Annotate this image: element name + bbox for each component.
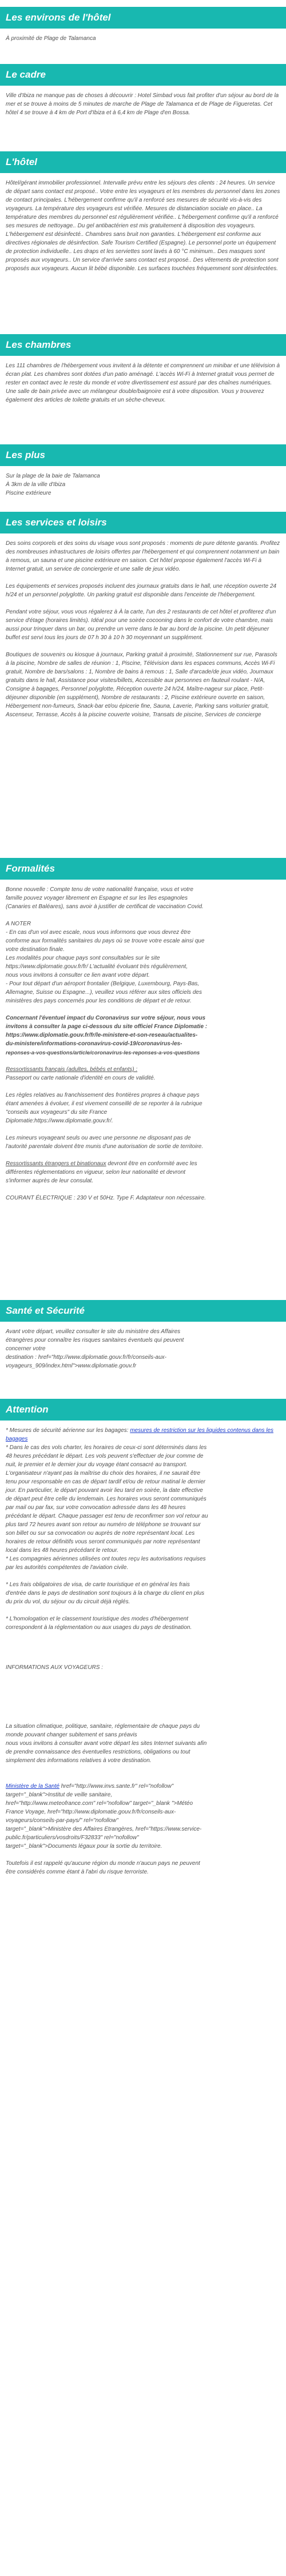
ressortissants-etr-line: différentes réglementations en vigueur, selon leur nationalité et devront (6, 1169, 186, 1175)
regles-line: "conseils aux voyageurs" du site France (6, 1109, 108, 1116)
section-body-plus (0, 466, 286, 512)
attention-line: son billet ou sur sa convocation ou auprès de notre représentant local. Les (6, 1530, 195, 1536)
avoter-line: - Pour tout départ d'un aéroport frontalier (Belgique, Luxembourg, Pays-Bas, (6, 981, 200, 987)
situation-line: monde pouvant changer subitement et sans préavis (6, 1732, 137, 1738)
avoter-line: nous vous invitons à consulter ce lien avant votre départ. (6, 972, 150, 978)
avoter-line: Allemagne, Suisse ou Espagne...), veuillez vous référer aux sites officiels des (6, 989, 202, 996)
section-header-formalites: Formalités (0, 858, 286, 880)
attention-line: * Les compagnies aériennes utilisées ont toutes reçu les autorisations requises (6, 1556, 206, 1562)
attention-line: par mail ou par fax, sur votre convocation adressée dans les 48 heures (6, 1504, 186, 1511)
exclus-line: du prix du vol, du séjour ou du circuit déjà réglés. (6, 1599, 130, 1605)
attention-line: horaires de retour définitifs vous seront communiqués par notre représentant (6, 1539, 200, 1545)
ressortissants-etr-title: Ressortissants étrangers et binationaux (6, 1161, 106, 1167)
sante-line: concerner votre (6, 1346, 46, 1352)
regles-line: étant amenées à évoluer, il est vivement conseillé de se reporter à la rubrique (6, 1101, 202, 1107)
section-header-environs: Les environs de l'hôtel (0, 7, 286, 29)
informations-title: INFORMATIONS AUX VOYAGEURS : (6, 1664, 104, 1671)
cadre-text: Ville d'Ibiza ne manque pas de choses à découvrir : Hotel Simbad vous fait profiter d'un séjour au bord de la mer et se trouve à moins de 5 minutes de marche de Plage de Talamanca et de Plage de Figueretas. Cet hôtel 4 se trouve à 4 km de Port d'Ibiza et à 6,4 km de Plage d'en Bossa. (6, 93, 279, 116)
section-body-attention (0, 1421, 286, 2020)
section-body-sante (0, 1322, 286, 1399)
section-header-hotel: L'hôtel (0, 151, 286, 173)
section-body-environs (0, 29, 286, 64)
situation-line: simplement des informations relatives à votre destination. (6, 1758, 152, 1764)
situation-line: de prendre connaissance des éventuelles restrictions, obligations ou tout (6, 1749, 190, 1755)
plus-line: Sur la plage de la baie de Talamanca (6, 473, 100, 479)
concernant-line: Concernant l'éventuel impact du Coronavirus sur votre séjour, nous vous (6, 1015, 206, 1021)
environs-text: À proximité de Plage de Talamanca (6, 35, 96, 42)
attention-line: plus tard 72 heures avant son retour au numéro de téléphone se trouvant sur (6, 1522, 201, 1528)
section-header-attention: Attention (0, 1399, 286, 1421)
mineurs-line: l'autorité parentale doivent être munis d'une autorisation de sortie de territoire. (6, 1143, 204, 1150)
ministere-line: voyageurs/conseils-par-pays/" rel="nofollow" (6, 1817, 118, 1824)
section-header-sante: Santé et Sécurité (0, 1300, 286, 1322)
services-paragraph: Pendant votre séjour, vous vous régalerez à À la carte, l'un des 2 restaurants de cet hôtel et profiterez d'un service d'étage (horaires limités). Idéal pour une soirée cocooning dans le confort de votre chambre, mais aussi pour trinquer dans un bar, ou prendre un verre dans le bar au bord de la piscine. Un petit déjeuner buffet est servi tous les jours de 07 h 30 à 10 h 30 moyennant un supplément. (6, 609, 276, 641)
avoter-line: conforme aux formalités sanitaires du pays où se trouve votre escale ainsi que (6, 938, 205, 944)
avoter-line: votre destination finale. (6, 946, 65, 953)
formalites-line: famille pouvez voyager librement en Espagne et sur les îles espagnoles (6, 895, 188, 901)
ressortissants-fr-text: Passeport ou carte nationale d'identité en cours de validité. (6, 1075, 156, 1081)
section-body-chambres (0, 356, 286, 444)
avoter-title: A NOTER (6, 921, 31, 927)
exclus-line: d'entrée dans le pays de destination sont toujours à la charge du client en plus (6, 1590, 205, 1596)
ministere-sante-link[interactable]: Ministère de la Santé (6, 1783, 59, 1789)
toutefois-line: Toutefois il est rappelé qu'aucune région du monde n'aucun pays ne peuvent (6, 1860, 200, 1867)
attention-line: par les autorités compétentes de l'aviation civile. (6, 1564, 129, 1571)
services-paragraph: Boutiques de souvenirs ou kiosque à journaux, Parking gratuit à proximité, Stationnement sur rue, Parasols à la piscine, Nombre de salles de réunion : 1, Piscine, Télévision dans les espaces communs, Accès Wi-Fi gratuit, Nombre de bars/salons : 1, Nombre de bains à remous : 1, Salle d'arcade/de jeux vidéo, Journaux gratuits dans le hall, Assistance pour visites/billets, Accessible aux personnes en fauteuil roulant - N/A, Consigne à bagages, Personnel polyglotte, Réception ouverte 24 h/24, Maître-nageur sur place, Petit-déjeuner disponible (en supplément), Nombre de restaurants : 2, Piscine extérieure ouverte en saison, Hébergement non-fumeurs, Snack-bar et/ou épicerie fine, Sauna, Laverie, Parking sans voiturier gratuit, Ascenseur, Terrasse, Accès à la piscine couverte voisine, Transats de piscine, Services de concierge (6, 652, 277, 718)
ministere-line (6, 1782, 280, 1791)
attention-line: précédant le départ. Chaque passager est tenu de reconfirmer son vol retour au (6, 1513, 208, 1519)
regles-line: Les règles relatives au franchissement des frontières propres à chaque pays (6, 1092, 200, 1098)
attention-intro-prefix: * Mesures de sécurité aérienne sur les bagages: (6, 1427, 130, 1434)
avoter-line: https://www.diplomatie.gouv.fr/fr/ L'actualité évoluant très régulièrement, (6, 964, 188, 970)
homologation-line: correspondent à la réglementation ou aux usages du pays de destination. (6, 1624, 192, 1631)
attention-line: nuit, le premier et le dernier jour du voyage étant consacré au transport. (6, 1462, 188, 1468)
plus-line: Piscine extérieure (6, 490, 51, 496)
section-body-hotel (0, 173, 286, 334)
sante-line: Avant votre départ, veuillez consulter le site du ministère des Affaires (6, 1329, 181, 1335)
ressortissants-etr-rest: devront être en conformité avec les (106, 1161, 197, 1167)
homologation-line: * L'homologation et le classement touristique des modes d'hébergement (6, 1616, 189, 1622)
section-header-plus: Les plus (0, 444, 286, 466)
exclus-line: * Les frais obligatoires de visa, de carte touristique et en général les frais (6, 1582, 190, 1588)
avoter-line: - En cas d'un vol avec escale, nous vous informons que vous devrez être (6, 929, 191, 936)
section-body-formalites (0, 880, 286, 1300)
hotel-info-page (0, 7, 286, 2576)
attention-line: local dans les 48 heures précédant le retour. (6, 1547, 118, 1554)
ministere-line: target="_blank">Documents légaux pour la sortie du territoire. (6, 1843, 162, 1849)
attention-line: L'organisateur n'ayant pas la maîtrise du choix des horaires, il ne saurait être (6, 1470, 201, 1476)
attention-line: 48 heures précédant le départ. Les vols peuvent s'effectuer de jour comme de (6, 1453, 204, 1459)
attention-intro (6, 1426, 280, 1443)
services-paragraph: Des soins corporels et des soins du visage vous sont proposés : moments de pure détente garantis. Profitez des nombreuses infrastructures de loisirs offertes par l'hébergement et qui comprennent notamment un bain à remous, un sauna et une piscine extérieure en saison. Cet hôtel propose également l'accès Wi-Fi à Internet gratuit, un service de conciergerie et une salle de jeux vidéo. (6, 540, 280, 572)
ministere-line: target="_blank">Institut de veille sanitaire, (6, 1792, 113, 1798)
ministere-rest: href="http://www.invs.sante.fr" rel="nofollow" (59, 1783, 174, 1789)
attention-line: jour. En particulier, le départ pouvant avoir lieu tard en soirée, la date effective (6, 1487, 203, 1494)
avoter-line: ministères des pays concernés pour les conditions de départ et de retour. (6, 998, 192, 1004)
services-paragraph: Les équipements et services proposés incluent des journaux gratuits dans le hall, une réception ouverte 24 h/24 et un personnel polyglotte. Un parking gratuit est disponible dans l'enceinte de l'hébergement. (6, 583, 277, 598)
section-header-services: Les services et loisirs (0, 512, 286, 533)
chambres-text: Les 111 chambres de l'hébergement vous invitent à la détente et comprennent un minibar et une télévision à écran plat. Les chambres sont dotées d'un patio aménagé. L'accès Wi-Fi à Internet gratuit vous permet de rester en contact avec le reste du monde et votre divertissement est assuré par des chaînes numériques. Une salle de bain privée avec un mélangeur double/baignoire est à votre disposition. Vous y trouverez également des articles de toilette gratuits et un sèche-cheveux. (6, 363, 280, 403)
hotel-text: Hôtel/gérant immobilier professionnel. Intervalle prévu entre les séjours des clients : 24 heures. Un service de départ sans contact est proposé.. Votre entre les voyageurs et les membres du personnel dans les zones de contact principales. L'hébergement confirme qu'il a renforcé ses mesures de sécurité vis-à-vis des voyageurs. La température des voyageurs est vérifiée. Mesures de distanciation sociale en place.. La température des membres du personnel est régulièrement vérifiée.. L'hébergement confirme qu'il a renforcé ses mesures de nettoyage.. Du gel antibactérien est mis gratuitement à disposition des voyageurs. L'hébergement est désinfecté.. Chambres sans bruit non garanties. L'hébergement est conforme aux directives régionales de désinfection. Safe Tourism Certified (Espagne). Le personnel porte un équipement de protection individuelle.. Les draps et les serviettes sont lavés à 60 °C minimum.. Des masques sont proposés aux voyageurs.. Un service d'arrivée sans contact est proposé.. Des vêtements de protection sont proposés aux voyageurs. Aucun lit bébé disponible. Les surfaces touchées fréquemment sont désinfectées. (6, 180, 280, 272)
ministere-line: France Voyage, href="http://www.diplomatie.gouv.fr/fr/conseils-aux- (6, 1809, 176, 1815)
toutefois-line: être considérés comme étant à l'abri du risque terroriste. (6, 1869, 149, 1875)
section-header-cadre: Le cadre (0, 64, 286, 86)
mineurs-line: Les mineurs voyageant seuls ou avec une personne ne disposant pas de (6, 1135, 191, 1141)
courant-text: COURANT ÉLECTRIQUE : 230 V et 50Hz. Type F. Adaptateur non nécessaire. (6, 1195, 206, 1201)
situation-line: La situation climatique, politique, sanitaire, réglementaire de chaque pays du (6, 1723, 200, 1730)
concernant-line: du-ministere/informations-coronavirus-covid-19/coronavirus-les- (6, 1041, 182, 1047)
section-header-chambres: Les chambres (0, 334, 286, 356)
ressortissants-etr-line: s'informer auprès de leur consulat. (6, 1178, 94, 1184)
regles-line: Diplomatie:https://www.diplomatie.gouv.fr/. (6, 1118, 113, 1124)
formalites-line: (Canaries et Baléares), sans avoir à justifier de certificat de vaccination Covid. (6, 904, 204, 910)
situation-line: nous vous invitons à consulter avant votre départ les sites Internet suivants afin (6, 1740, 207, 1747)
attention-line: de départ peut être celle du lendemain. Les horaires vous seront communiqués (6, 1496, 206, 1502)
avoter-line: Les modalités pour chaque pays sont consultables sur le site (6, 955, 160, 961)
ministere-line: public.fr/particuliers/vosdroits/F32833" rel="nofollow" (6, 1835, 139, 1841)
formalites-line: Bonne nouvelle : Compte tenu de votre nationalité française, vous et votre (6, 886, 193, 893)
concernant-line: https://www.diplomatie.gouv.fr/fr/le-ministere-et-son-reseau/actualites- (6, 1032, 198, 1038)
ministere-line: target="_blank">Ministère des Affaires Etrangères, href="https://www.service- (6, 1826, 202, 1832)
sante-line: voyageurs_909/index.html">www.diplomatie.gouv.fr (6, 1363, 137, 1369)
concernant-line: reponses-a-vos-questions/article/coronavirus-les-reponses-a-vos-questions (6, 1049, 200, 1056)
section-body-services (0, 533, 286, 858)
ressortissants-fr-title: Ressortissants français (adultes, bébés et enfants) : (6, 1066, 138, 1073)
ministere-line: href="http://www.meteofrance.com" rel="nofollow" target="_blank ">Météo (6, 1800, 193, 1807)
sante-line: étrangères pour connaître les risques sanitaires éventuels qui peuvent (6, 1337, 184, 1343)
sante-line: destination : href="http://www.diplomatie.gouv.fr/fr/conseils-aux- (6, 1354, 166, 1361)
attention-line: * Dans le cas des vols charter, les horaires de ceux-ci sont déterminés dans les (6, 1445, 207, 1451)
concernant-line: invitons à consulter la page ci-dessous du site officiel France Diplomatie : (6, 1024, 208, 1030)
section-body-cadre (0, 86, 286, 151)
attention-line: tenu pour responsable en cas de départ tardif et/ou de retour matinal le dernier (6, 1479, 206, 1485)
liquides-restriction-link[interactable]: mesures de restriction sur les liquides contenus dans les bagages (6, 1427, 274, 1442)
plus-line: À 3km de la ville d'Ibiza (6, 482, 66, 488)
ressortissants-etr-line (6, 1159, 280, 1168)
